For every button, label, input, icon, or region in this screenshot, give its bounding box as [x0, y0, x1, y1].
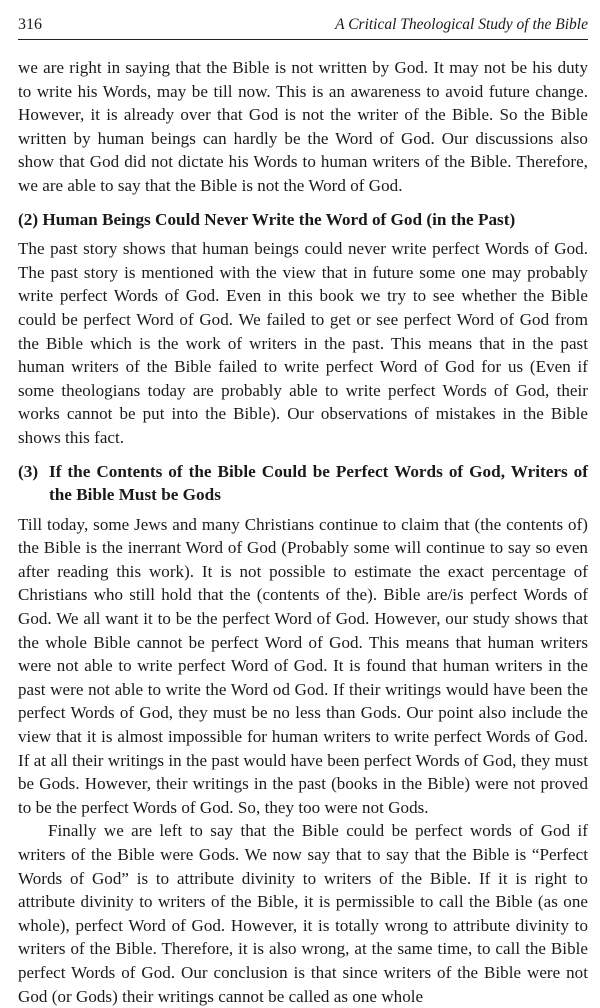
paragraph-2: The past story shows that human beings could never write perfect Words of God. The past story is mentioned with the view that in future some one may probably write perfect Words of God. Even in this book we try to see whether the Bible could be perfect Word of God. We failed to get or see perfect Word of God from the Bible which is the work of writers in the past. This means that in the past human writers of the Bible failed to write perfect Word of God for us (Even if some theologians today are probably able to write perfect Words of God, their works cannot be put into the Bible). Our observations of mistakes in the Bible shows this fact. — [18, 239, 588, 447]
paragraph-1: we are right in saying that the Bible is not written by God. It may not be his duty to write his Words, may be till now. This is an awareness to avoid future change. However, it is already over that God is not the writer of the Bible. So the Bible written by human beings can hardly be the Word of God. Our discussions also show that God did not dictate his Words to human writers of the Bible. Therefore, we are able to say that the Bible is not the Word of God. — [18, 58, 588, 195]
page-header — [18, 16, 588, 40]
page-body — [18, 56, 588, 1008]
running-title: A Critical Theological Study of the Bible — [335, 16, 588, 33]
section-heading-3 — [18, 460, 588, 507]
paragraph-4: Finally we are left to say that the Bible could be perfect words of God if writers of the Bible were Gods. We now say that to say that the Bible is “Perfect Words of God” is to attribute divinity to writers of the Bible. If it is right to attribute divinity to writers of the Bible, it is permissible to call the Bible (as one whole), perfect Word of God. However, it is totally wrong to attribute divinity to writers of the Bible. Therefore, it is also wrong, at the same time, to call the Bible perfect Words of God. Our conclusion is that since writers of the Bible were not God (or Gods) their writings cannot be called as one whole — [18, 821, 588, 1006]
section-heading-3-text: If the Contents of the Bible Could be Perfect Words of God, Writers of the Bible Must be Gods — [49, 461, 588, 505]
section-heading-2: (2) Human Beings Could Never Write the Word of God (in the Past) — [18, 209, 516, 229]
paragraph-3: Till today, some Jews and many Christians continue to claim that (the contents of) the Bible is the inerrant Word of God (Probably some will continue to say so even after reading this work). It is not possible to estimate the exact percentage of Christians who still hold that the (contents of the). Bible are/is perfect Words of God. We all want it to be the perfect Word of God. However, our study shows that the whole Bible cannot be perfect Word of God. This means that human writers were not able to write perfect Word of God. It is found that human writers in the past were not able to write the Word od God. If their writings would have been the perfect Words of God, they must be no less than Gods. Our point also include the view that it is almost impossible for human writers to write perfect Words of God. If at all their writings in the past would have been perfect Words of God, they must be Gods. However, their writings in the past (books in the Bible) were not proved to be the perfect Words of God. So, they too were not Gods. — [18, 514, 588, 817]
section-heading-3-number: (3) — [18, 461, 39, 481]
page-number: 316 — [18, 16, 42, 33]
